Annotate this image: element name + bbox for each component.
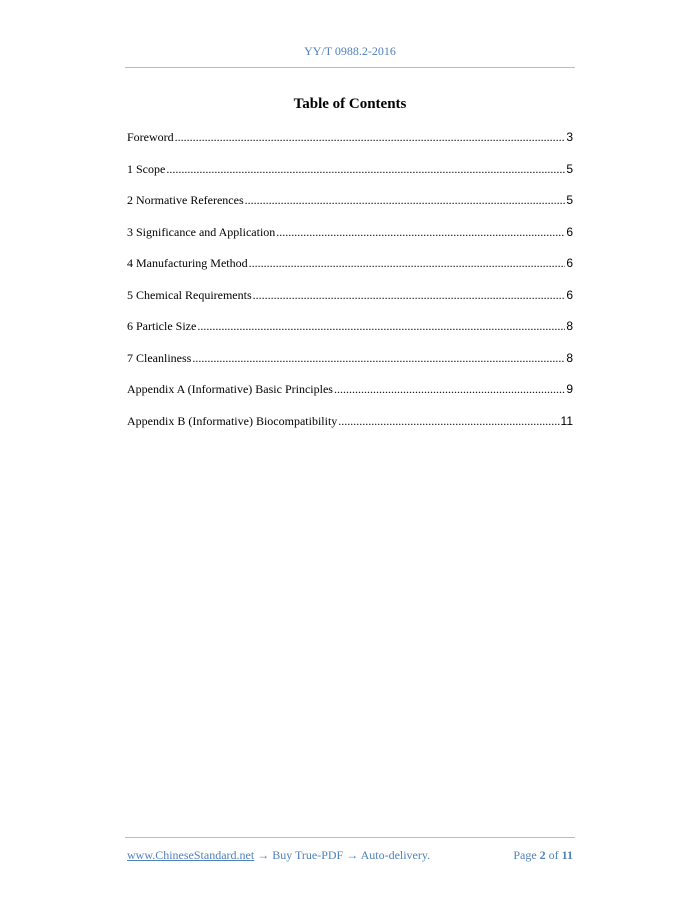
toc-entry-label: 6 Particle Size — [127, 319, 197, 333]
toc-entry-page: 8 — [566, 319, 573, 333]
footer — [127, 848, 573, 863]
toc-entry-label: 3 Significance and Application — [127, 224, 276, 239]
toc-leader — [253, 288, 566, 303]
toc-leader — [166, 162, 565, 177]
toc-entry-page: 11 — [560, 413, 573, 428]
toc-list — [127, 130, 573, 445]
header-doc-code: YY/T 0988.2-2016 — [304, 44, 396, 58]
footer-page-prefix: Page — [513, 848, 537, 862]
footer-page-number — [513, 848, 573, 863]
toc-entry-scope[interactable] — [127, 162, 573, 194]
toc-entry-significance[interactable] — [127, 225, 573, 257]
footer-page-current: 2 — [539, 848, 546, 862]
toc-entry-label: Appendix A (Informative) Basic Principles — [127, 382, 333, 396]
footer-divider — [125, 837, 575, 838]
toc-leader — [338, 414, 559, 429]
toc-entry-label: 4 Manufacturing Method — [127, 256, 248, 270]
toc-leader — [197, 319, 565, 334]
toc-entry-appendix-b[interactable] — [127, 414, 573, 446]
toc-entry-page: 5 — [566, 193, 573, 207]
toc-leader — [249, 256, 566, 271]
footer-page-of: of — [548, 848, 559, 862]
toc-entry-manufacturing-method[interactable] — [127, 256, 573, 288]
toc-entry-page: 3 — [566, 130, 573, 144]
toc-leader — [192, 351, 565, 366]
footer-website-link[interactable]: www.ChineseStandard.net — [127, 848, 255, 862]
footer-promo — [127, 848, 430, 863]
toc-leader — [276, 225, 565, 240]
toc-entry-normative-references[interactable] — [127, 193, 573, 225]
toc-leader — [334, 382, 565, 397]
toc-entry-appendix-a[interactable] — [127, 382, 573, 414]
toc-entry-chemical-requirements[interactable] — [127, 288, 573, 320]
toc-entry-foreword[interactable] — [127, 130, 573, 162]
toc-entry-label: 2 Normative References — [127, 193, 244, 207]
toc-entry-page: 9 — [566, 382, 573, 396]
toc-entry-label: 7 Cleanliness — [127, 350, 192, 365]
toc-entry-label: Appendix B (Informative) Biocompatibility — [127, 413, 338, 428]
toc-entry-label: 5 Chemical Requirements — [127, 287, 252, 302]
toc-leader — [245, 193, 566, 208]
header-divider — [125, 67, 575, 68]
toc-entry-page: 6 — [566, 256, 573, 270]
toc-entry-page: 5 — [566, 161, 573, 176]
toc-leader — [175, 130, 566, 145]
toc-entry-page: 8 — [566, 350, 573, 365]
toc-entry-page: 6 — [566, 224, 573, 239]
toc-entry-page: 6 — [566, 287, 573, 302]
toc-title: Table of Contents — [293, 96, 407, 112]
toc-entry-particle-size[interactable] — [127, 319, 573, 351]
toc-entry-label: Foreword — [127, 130, 174, 144]
toc-entry-label: 1 Scope — [127, 161, 166, 176]
toc-entry-cleanliness[interactable] — [127, 351, 573, 383]
footer-page-total: 11 — [561, 848, 573, 862]
footer-promo-text: → Buy True-PDF → Auto-delivery. — [254, 848, 431, 862]
